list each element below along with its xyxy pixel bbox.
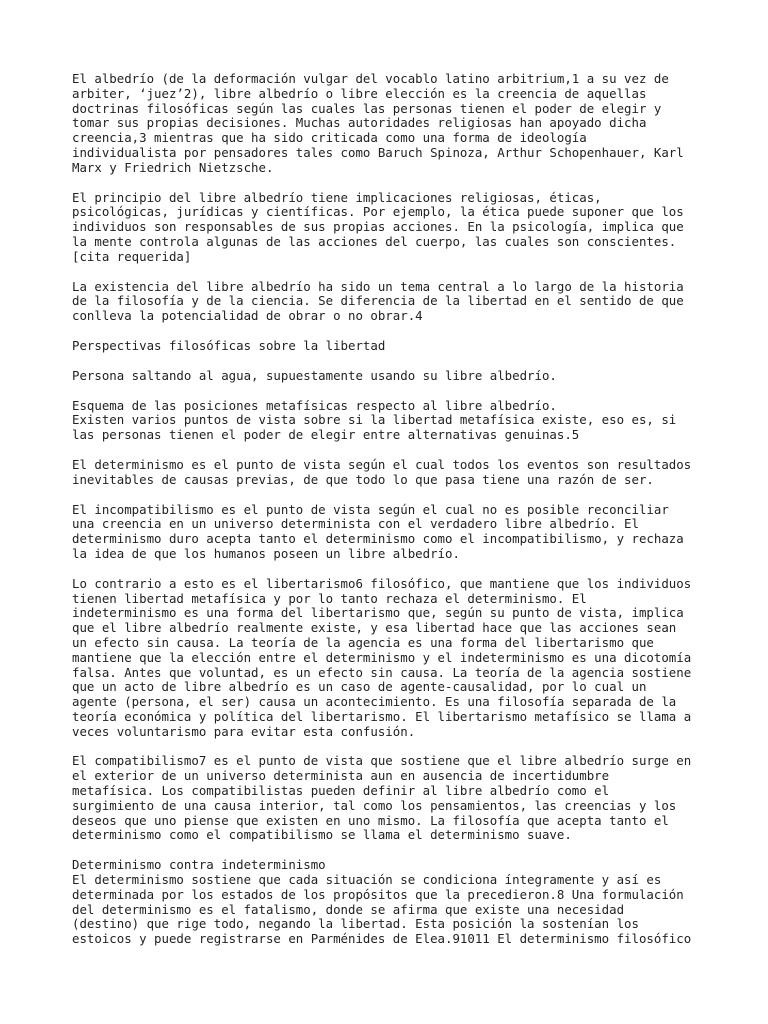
paragraph-compatibilism: El compatibilismo7 es el punto de vista que sostiene que el libre albedrío surge en el exterior de un universo determinista aun en ausencia de incertidumbre metafísica. Los compatibilistas pueden definir al libre albedrío como el surgimiento de una causa interior, tal como los pensamientos, las creencias y los deseos que uno piense que existen en uno mismo. La filosofía que acepta tanto el determinismo como el compatibilismo se llama el determinismo suave. <box>72 753 692 843</box>
paragraph-determinism-vs-indeterminism: Determinismo contra indeterminismo El determinismo sostiene que cada situación se condiciona íntegramente y así es determinada por los estados de los propósitos que la precedieron.8 Una formulación del determinismo es el fatalismo, donde se afirma que existe una necesidad (destino) que rige todo, negando la libertad. Esta posición la sostenían los estoicos y puede registrarse en Parménides de Elea.91011 El determinismo filosófico <box>72 857 692 947</box>
paragraph-history: La existencia del libre albedrío ha sido un tema central a lo largo de la historia de la filosofía y de la ciencia. Se diferencia de la libertad en el sentido de que conlleva la potencialidad de obrar o no obrar.4 <box>72 278 684 324</box>
paragraph-schema: Esquema de las posiciones metafísicas respecto al libre albedrío. Existen varios puntos de vista sobre si la libertad metafísica existe, eso es, si las personas tienen el poder de elegir entre alternativas genuinas.5 <box>72 397 677 443</box>
paragraph-intro: El albedrío (de la deformación vulgar del vocablo latino arbitrium,1 a su vez de arbiter, ‘juez’2), libre albedrío o libre elección es la creencia de aquellas doctrinas filosóficas según las cuales las personas tienen el poder de elegir y tomar sus propias decisiones. Muchas autoridades religiosas han apoyado dicha creencia,3 mientras que ha sido criticada como una forma de ideología individualista por pensadores tales como Baruch Spinoza, Arthur Schopenhauer, Karl Marx y Friedrich Nietzsche. <box>72 71 684 175</box>
document-page <box>72 72 712 962</box>
paragraph-incompatibilism: El incompatibilismo es el punto de vista según el cual no es posible reconciliar una creencia en un universo determinista con el verdadero libre albedrío. El determinismo duro acepta tanto el determinismo como el incompatibilismo, y rechaza la idea de que los humanos poseen un libre albedrío. <box>72 501 684 561</box>
paragraph-libertarianism: Lo contrario a esto es el libertarismo6 filosófico, que mantiene que los individuos tienen libertad metafísica y por lo tanto rechaza el determinismo. El indeterminismo es una forma del libertarismo que, según su punto de vista, implica que el libre albedrío realmente existe, y esa libertad hace que las acciones sean un efecto sin causa. La teoría de la agencia es una forma del libertarismo que mantiene que la elección entre el determinismo y el indeterminismo es una dicotomía falsa. Antes que voluntad, es un efecto sin causa. La teoría de la agencia sostiene que un acto de libre albedrío es un caso de agente-causalidad, por lo cual un agente (persona, el ser) causa un acontecimiento. Es una filosofía separada de la teoría económica y política del libertarismo. El libertarismo metafísico se llama a veces voluntarismo para evitar esta confusión. <box>72 575 692 739</box>
image-caption-jump: Persona saltando al agua, supuestamente usando su libre albedrío. <box>72 367 557 383</box>
paragraph-implications: El principio del libre albedrío tiene implicaciones religiosas, éticas, psicológicas, jurídicas y científicas. Por ejemplo, la ética puede suponer que los individuos son responsables de sus propias acciones. En la psicología, implica que la mente controla algunas de las acciones del cuerpo, las cuales son conscientes. [cita requerida] <box>72 189 684 264</box>
paragraph-determinism: El determinismo es el punto de vista según el cual todos los eventos son resultados inevitables de causas previas, de que todo lo que pasa tiene una razón de ser. <box>72 456 692 487</box>
section-heading-perspectives: Perspectivas filosóficas sobre la libertad <box>72 337 386 353</box>
